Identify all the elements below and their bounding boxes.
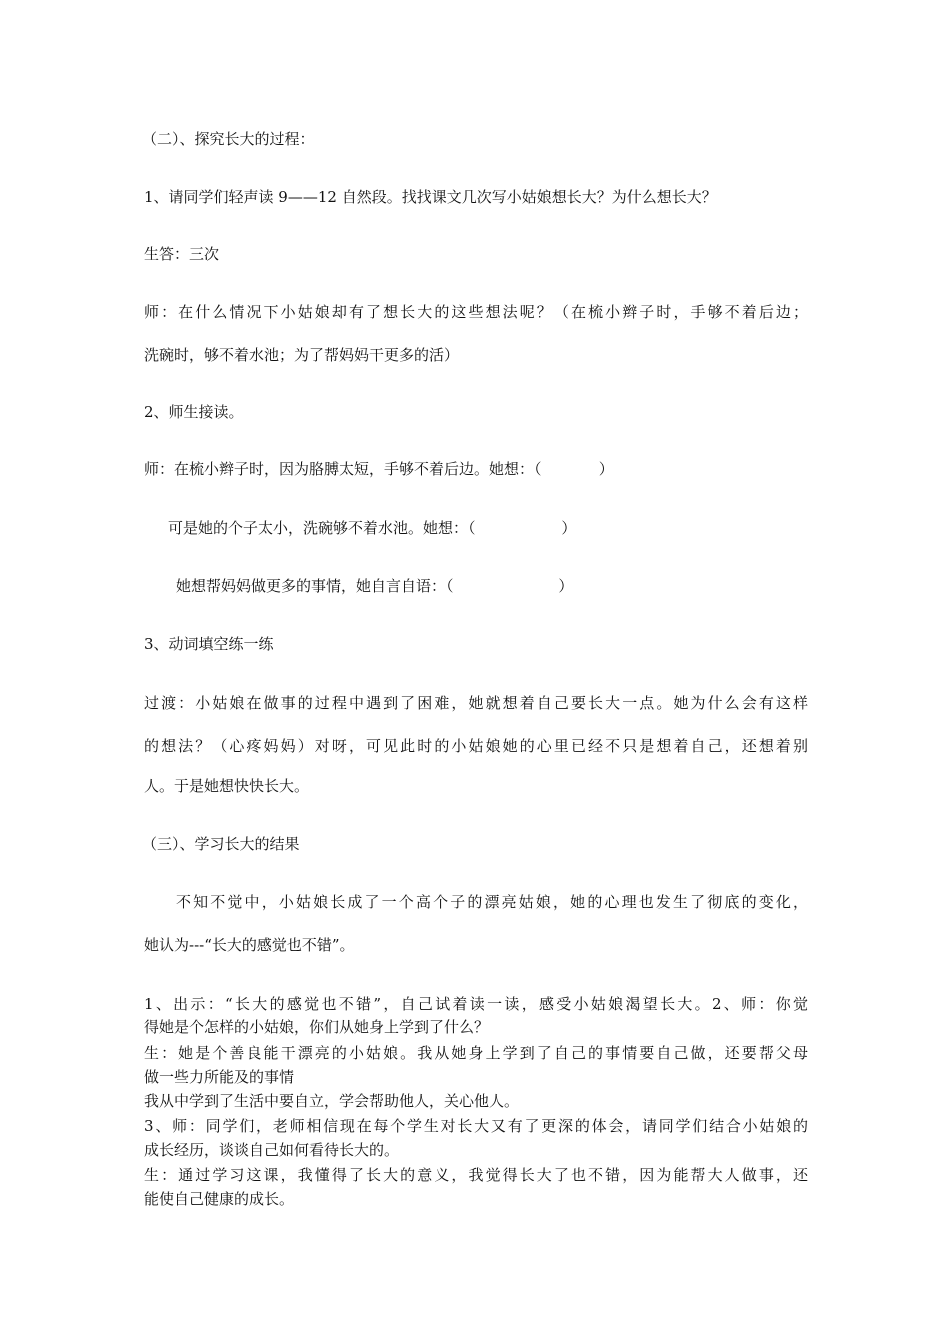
reading-line-3: 她想帮妈妈做更多的事情，她自言自语：（ ） (176, 577, 574, 595)
result-line-1: 不知不觉中，小姑娘长成了一个高个子的漂亮姑娘，她的心理也发生了彻底的变化， (176, 893, 808, 911)
reading-line-2: 可是她的个子太小，洗碗够不着水池。她想：（ ） (168, 519, 577, 537)
student-reply-line-2: 做一些力所能及的事情 (144, 1068, 295, 1086)
item-1-line-2: 得她是个怎样的小姑娘，你们从她身上学到了什么？ (144, 1018, 490, 1036)
transition-line-1: 过渡：小姑娘在做事的过程中遇到了困难，她就想着自己要长大一点。她为什么会有这样 (144, 694, 808, 712)
section-heading-3: （三）、学习长大的结果 (142, 835, 300, 853)
student-reply-3-line-2: 能使自己健康的成长。 (144, 1190, 295, 1208)
question-1: 1、请同学们轻声读 9——12 自然段。找找课文几次写小姑娘想长大？为什么想长大？ (144, 188, 717, 206)
teacher-question-line-2: 洗碗时，够不着水池；为了帮妈妈干更多的活） (144, 346, 460, 364)
item-3-line-2: 成长经历，谈谈自己如何看待长大的。 (144, 1141, 400, 1159)
transition-line-3: 人。于是她想快快长大。 (144, 777, 310, 795)
student-reply-3-line-1: 生：通过学习这课，我懂得了长大的意义，我觉得长大了也不错，因为能帮大人做事，还 (144, 1166, 808, 1184)
item-3-line-1: 3、师：同学们，老师相信现在每个学生对长大又有了更深的体会，请同学们结合小姑娘的 (144, 1117, 808, 1135)
section-heading-2: （二）、探究长大的过程： (142, 130, 315, 148)
reading-line-1: 师：在梳小辫子时，因为胳膊太短，手够不着后边。她想：（ ） (144, 460, 614, 478)
result-line-2: 她认为---“长大的感觉也不错”。 (144, 936, 355, 954)
transition-line-2: 的想法？（心疼妈妈）对呀，可见此时的小姑娘她的心里已经不只是想着自己，还想着别 (144, 737, 808, 755)
student-reply-line-1: 生：她是个善良能干漂亮的小姑娘。我从她身上学到了自己的事情要自己做，还要帮父母 (144, 1044, 808, 1062)
student-reply-2: 我从中学到了生活中要自立，学会帮助他人，关心他人。 (144, 1092, 520, 1110)
question-2: 2、师生接读。 (144, 403, 244, 421)
item-1-line-1: 1、出示：“长大的感觉也不错”，自己试着读一读，感受小姑娘渴望长大。2、师：你觉 (144, 995, 808, 1013)
student-answer-1: 生答：三次 (144, 245, 220, 263)
question-3: 3、动词填空练一练 (144, 635, 274, 653)
teacher-question-line-1: 师：在什么情况下小姑娘却有了想长大的这些想法呢？（在梳小辫子时，手够不着后边； (144, 303, 808, 321)
